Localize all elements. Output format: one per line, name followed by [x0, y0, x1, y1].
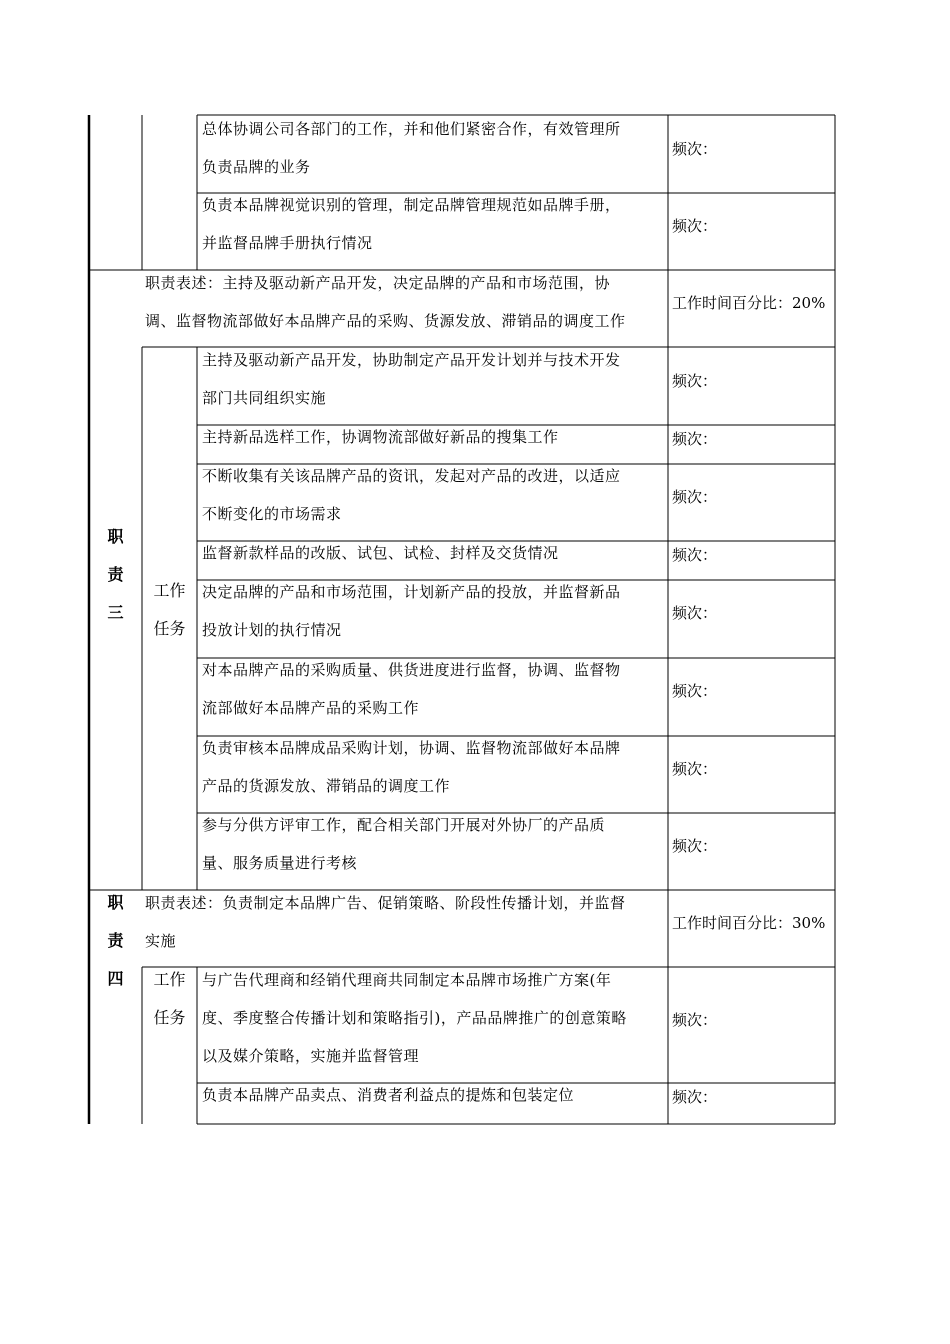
duty-3-task-label-line-1: 工作	[153, 581, 186, 600]
duty-4-task-1-line-1: 与广告代理商和经销代理商共同制定本品牌市场推广方案(年	[202, 971, 612, 989]
duty-3-description-line-2: 调、监督物流部做好本品牌产品的采购、货源发放、滞销品的调度工作	[145, 312, 626, 330]
duty-4-label-char-2: 责	[107, 931, 124, 950]
duty-3-task-6-frequency: 频次：	[672, 682, 718, 700]
duty-3-task-4-line-1: 监督新款样品的改版、试包、试检、封样及交货情况	[202, 544, 559, 562]
duty-3-task-2-frequency: 频次：	[672, 430, 718, 448]
duty-3-task-6-line-1: 对本品牌产品的采购质量、供货进度进行监督，协调、监督物	[202, 661, 621, 679]
duty-4-task-label-line-1: 工作	[153, 970, 186, 989]
duty-4-task-1-line-2: 度、季度整合传播计划和策略指引)，产品品牌推广的创意策略	[202, 1009, 627, 1027]
duty-4-task-label-line-2: 任务	[153, 1008, 186, 1027]
prev-task-1-frequency: 频次：	[672, 140, 718, 158]
duty-3-task-8-line-1: 参与分供方评审工作，配合相关部门开展对外协厂的产品质	[202, 816, 606, 834]
duty-3-task-3-line-2: 不断变化的市场需求	[202, 505, 342, 523]
duty-3-task-8-line-2: 量、服务质量进行考核	[202, 854, 358, 872]
duty-3-task-3-line-1: 不断收集有关该品牌产品的资讯，发起对产品的改进，以适应	[202, 467, 621, 485]
duty-4-label-char-3: 四	[107, 969, 124, 988]
prev-task-2-line-2: 并监督品牌手册执行情况	[202, 234, 373, 252]
duty-3-description-line-1: 职责表述：主持及驱动新产品开发，决定品牌的产品和市场范围，协	[145, 274, 611, 292]
duty-3-task-7-line-1: 负责审核本品牌成品采购计划，协调、监督物流部做好本品牌	[202, 739, 621, 757]
duty-3-task-label	[142, 572, 197, 648]
duty-3-task-2-line-1: 主持新品选样工作，协调物流部做好新品的搜集工作	[202, 428, 559, 446]
duty-3-label-char-2: 责	[107, 565, 124, 584]
duty-4-label-char-1: 职	[107, 893, 124, 912]
duty-4-task-1-line-3: 以及媒介策略，实施并监督管理	[202, 1047, 420, 1065]
prev-task-1-line-1: 总体协调公司各部门的工作，并和他们紧密合作，有效管理所	[202, 120, 621, 138]
duty-3-label-char-3: 三	[107, 603, 124, 622]
duty-4-task-2-line-1: 负责本品牌产品卖点、消费者利益点的提炼和包装定位	[202, 1086, 575, 1104]
prev-task-2-line-1: 负责本品牌视觉识别的管理，制定品牌管理规范如品牌手册，	[202, 196, 621, 214]
duty-3-label-char-1: 职	[107, 527, 124, 546]
duty-4-task-label	[142, 961, 197, 1037]
duty-3-task-3-frequency: 频次：	[672, 488, 718, 506]
duty-3-task-label-line-2: 任务	[153, 619, 186, 638]
duty-3-task-5-line-2: 投放计划的执行情况	[202, 621, 342, 639]
duty-4-label	[89, 884, 142, 998]
duty-3-task-4-frequency: 频次：	[672, 546, 718, 564]
duty-3-label	[89, 518, 142, 632]
duty-3-task-5-line-1: 决定品牌的产品和市场范围，计划新产品的投放，并监督新品	[202, 583, 621, 601]
duty-4-task-2-frequency: 频次：	[672, 1088, 718, 1106]
duty-4-description-line-1: 职责表述：负责制定本品牌广告、促销策略、阶段性传播计划，并监督	[145, 894, 626, 912]
duty-4-time-percentage: 工作时间百分比：30%	[672, 914, 826, 932]
duty-3-task-1-line-2: 部门共同组织实施	[202, 389, 327, 407]
duty-3-task-6-line-2: 流部做好本品牌产品的采购工作	[202, 699, 420, 717]
duty-3-task-7-line-2: 产品的货源发放、滞销品的调度工作	[202, 777, 451, 795]
duty-3-task-1-line-1: 主持及驱动新产品开发，协助制定产品开发计划并与技术开发	[202, 351, 621, 369]
duty-3-task-1-frequency: 频次：	[672, 372, 718, 390]
duty-3-task-7-frequency: 频次：	[672, 760, 718, 778]
duty-4-task-1-frequency: 频次：	[672, 1011, 718, 1029]
duty-3-time-percentage: 工作时间百分比：20%	[672, 294, 826, 312]
duty-3-task-8-frequency: 频次：	[672, 837, 718, 855]
prev-task-2-frequency: 频次：	[672, 217, 718, 235]
duty-4-description-line-2: 实施	[145, 932, 177, 950]
prev-task-1-line-2: 负责品牌的业务	[202, 158, 311, 176]
duty-3-task-5-frequency: 频次：	[672, 604, 718, 622]
